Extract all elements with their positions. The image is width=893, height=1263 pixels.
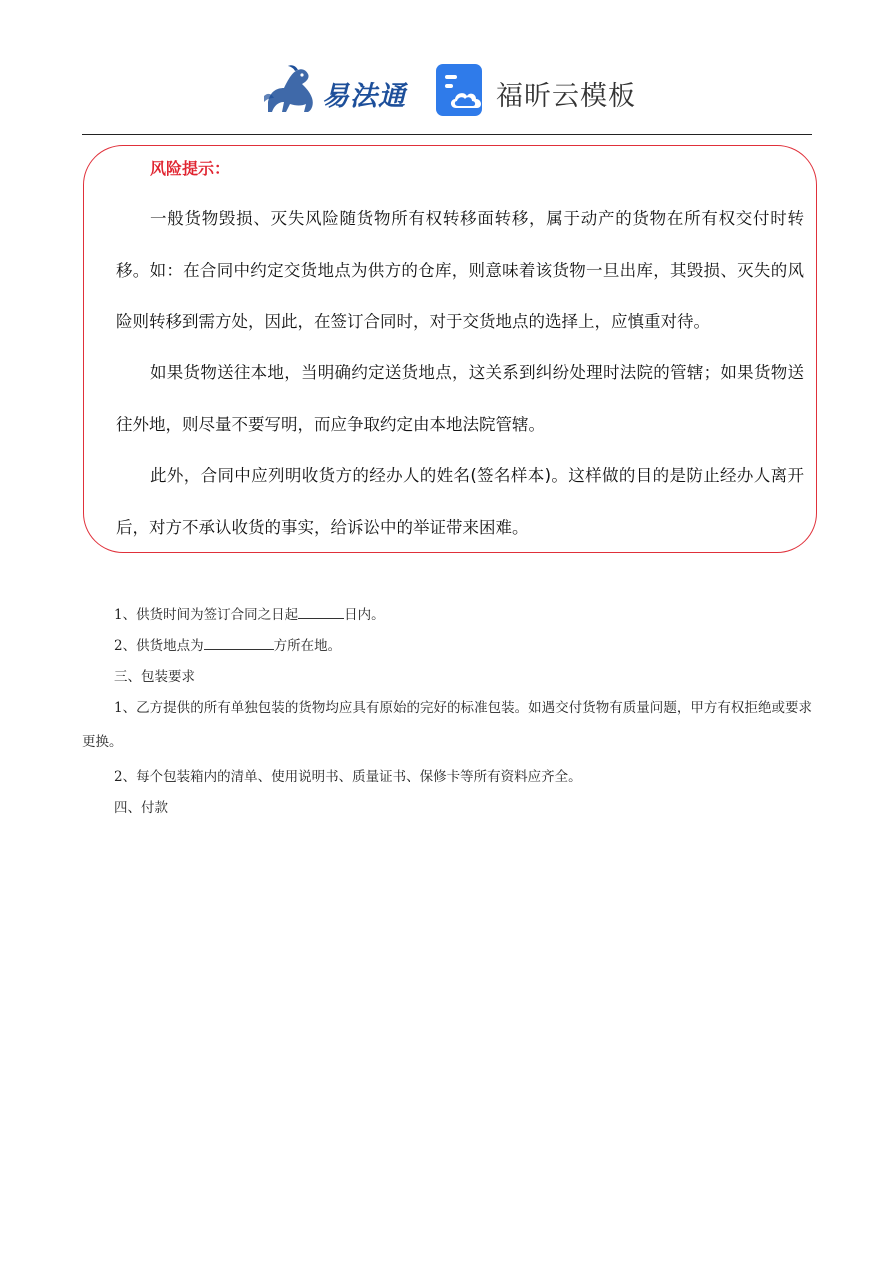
risk-notice-title: 风险提示： (150, 159, 231, 178)
clause-supply-time (82, 598, 812, 632)
section-heading-payment: 四、付款 (114, 800, 168, 816)
clause-supply-place-text: 2、供货地点为 (114, 638, 204, 654)
clause-supply-time-suffix: 日内。 (344, 607, 385, 623)
risk-notice-box (83, 145, 817, 553)
clause-packaging-standard: 1、乙方提供的所有单独包装的货物均应具有原始的完好的标准包装。如遇交付货物有质量问题，甲方有权拒绝或要求更换。 (82, 700, 812, 750)
clause-supply-time-text: 1、供货时间为签订合同之日起 (114, 607, 299, 623)
yifatong-logo-text: 易法通 (322, 81, 406, 112)
fuxin-logo (436, 64, 636, 118)
risk-paragraph-1: 一般货物毁损、灭失风险随货物所有权转移面转移，属于动产的货物在所有权交付时转移。如：在合同中约定交货地点为供方的仓库，则意味着该货物一旦出库，其毁损、灭失的风险则转移到需方处，因此，在签订合同时，对于交货地点的选择上，应慎重对待。 (116, 209, 804, 331)
fill-blank-days[interactable] (298, 604, 344, 619)
clause-supply-place (82, 629, 812, 663)
clause-supply-place-suffix: 方所在地。 (273, 638, 342, 654)
page-header (0, 58, 893, 122)
yifatong-logo (262, 62, 422, 118)
clause-packaging-documents: 2、每个包装箱内的清单、使用说明书、质量证书、保修卡等所有资料应齐全。 (114, 769, 582, 785)
fuxin-logo-text: 福昕云模板 (496, 81, 636, 112)
risk-paragraph-3: 此外，合同中应列明收货方的经办人的姓名(签名样本)。这样做的目的是防止经办人离开后，对方不承认收货的事实，给诉讼中的举证带来困难。 (116, 466, 804, 537)
fill-blank-party[interactable] (204, 635, 274, 650)
cloud-document-icon (436, 64, 488, 116)
section-heading-packaging: 三、包装要求 (114, 669, 195, 685)
qilin-horse-icon (262, 62, 324, 118)
risk-paragraph-2: 如果货物送往本地，当明确约定送货地点，这关系到纠纷处理时法院的管辖；如果货物送往外地，则尽量不要写明，而应争取约定由本地法院管辖。 (116, 363, 804, 434)
header-divider (82, 134, 812, 135)
